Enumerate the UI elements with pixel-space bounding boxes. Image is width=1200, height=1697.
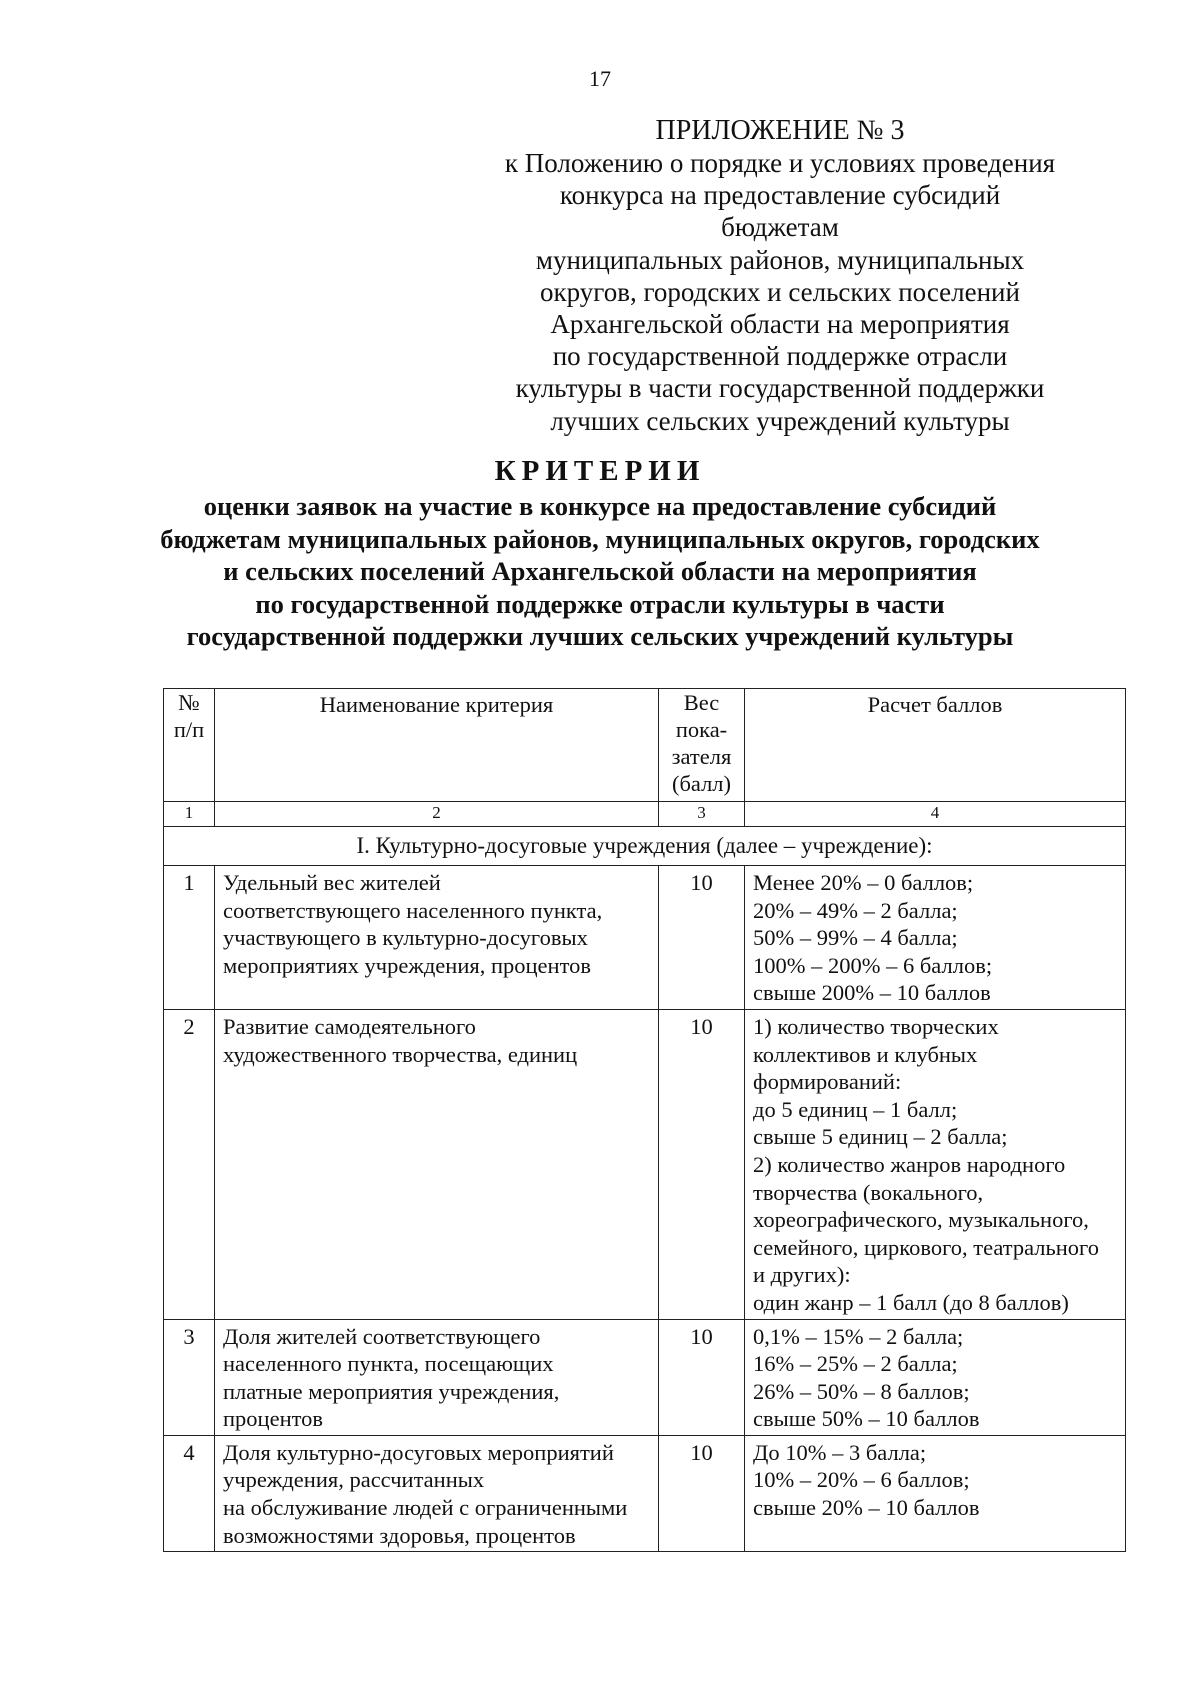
row-calc: Менее 20% – 0 баллов; 20% – 49% – 2 балла; 50% – 99% – 4 балла; 100% – 200% – 6 баллов; свыше 200% – 10 баллов <box>745 866 1126 1010</box>
header-name: Наименование критерия <box>215 689 659 802</box>
row-num: 3 <box>164 1319 215 1435</box>
row-name: Доля жителей соответствующего населенного пункта, посещающих платные мероприятия учреждения, процентов <box>215 1319 659 1435</box>
column-number: 2 <box>215 802 659 827</box>
row-weight: 10 <box>659 866 745 1010</box>
heading-line: оценки заявок на участие в конкурсе на предоставление субсидий <box>203 491 997 521</box>
column-number: 3 <box>659 802 745 827</box>
appendix-title: ПРИЛОЖЕНИЕ № 3 <box>655 115 905 146</box>
header-calc: Расчет баллов <box>745 689 1126 802</box>
row-name: Развитие самодеятельного художественного творчества, единиц <box>215 1009 659 1319</box>
header-num: № п/п <box>164 689 215 802</box>
appendix-line: округов, городских и сельских поселений <box>540 276 1020 307</box>
heading-line: государственной поддержки лучших сельских учреждений культуры <box>186 621 1014 652</box>
row-name: Доля культурно-досуговых мероприятий учреждения, рассчитанных на обслуживание людей с ограниченными возможностями здоровья, процентов <box>215 1435 659 1551</box>
column-numbers-row <box>164 802 1126 827</box>
appendix-line: конкурса на предоставление субсидий бюджетам <box>559 180 1001 243</box>
row-weight: 10 <box>659 1319 745 1435</box>
row-num: 2 <box>164 1009 215 1319</box>
table-row <box>164 866 1126 1010</box>
section-row <box>164 827 1126 866</box>
document-heading <box>120 452 1080 653</box>
column-number: 4 <box>745 802 1126 827</box>
table-row <box>164 1009 1126 1319</box>
table-header-row <box>164 689 1126 802</box>
appendix-block <box>500 114 1060 437</box>
row-calc: 0,1% – 15% – 2 балла; 16% – 25% – 2 балла; 26% – 50% – 8 баллов; свыше 50% – 10 баллов <box>745 1319 1126 1435</box>
appendix-line: по государственной поддержке отрасли <box>552 341 1008 372</box>
criteria-table <box>163 688 1126 1552</box>
heading-line: бюджетам муниципальных районов, муниципальных округов, городских <box>160 523 1040 554</box>
column-number: 1 <box>164 802 215 827</box>
table-row <box>164 1319 1126 1435</box>
row-weight: 10 <box>659 1009 745 1319</box>
row-calc: 1) количество творческих коллективов и клубных формирований: до 5 единиц – 1 балл; свыше 5 единиц – 2 балла; 2) количество жанров народного творчества (вокального, хореографического, музыкального, семейного, циркового, театрального и других): один жанр – 1 балл (до 8 баллов) <box>745 1009 1126 1319</box>
header-weight: Вес пока- зателя (балл) <box>659 689 745 802</box>
section-title: I. Культурно-досуговые учреждения (далее – учреждение): <box>164 827 1126 866</box>
heading-line: и сельских поселений Архангельской области на мероприятия <box>223 556 977 587</box>
heading-title: КРИТЕРИИ <box>494 455 706 487</box>
appendix-line: к Положению о порядке и условиях проведения <box>504 148 1056 178</box>
appendix-line: культуры в части государственной поддержки <box>515 373 1045 404</box>
appendix-line: Архангельской области на мероприятия <box>550 309 1010 340</box>
appendix-line: муниципальных районов, муниципальных <box>535 244 1025 275</box>
heading-line: по государственной поддержке отрасли культуры в части <box>255 588 945 619</box>
appendix-line: лучших сельских учреждений культуры <box>550 405 1010 436</box>
row-num: 1 <box>164 866 215 1010</box>
row-num: 4 <box>164 1435 215 1551</box>
row-calc: До 10% – 3 балла; 10% – 20% – 6 баллов; свыше 20% – 10 баллов <box>745 1435 1126 1551</box>
row-name: Удельный вес жителей соответствующего населенного пункта, участвующего в культурно-досуговых мероприятиях учреждения, процентов <box>215 866 659 1010</box>
page-number: 17 <box>589 66 611 91</box>
table-row <box>164 1435 1126 1551</box>
row-weight: 10 <box>659 1435 745 1551</box>
